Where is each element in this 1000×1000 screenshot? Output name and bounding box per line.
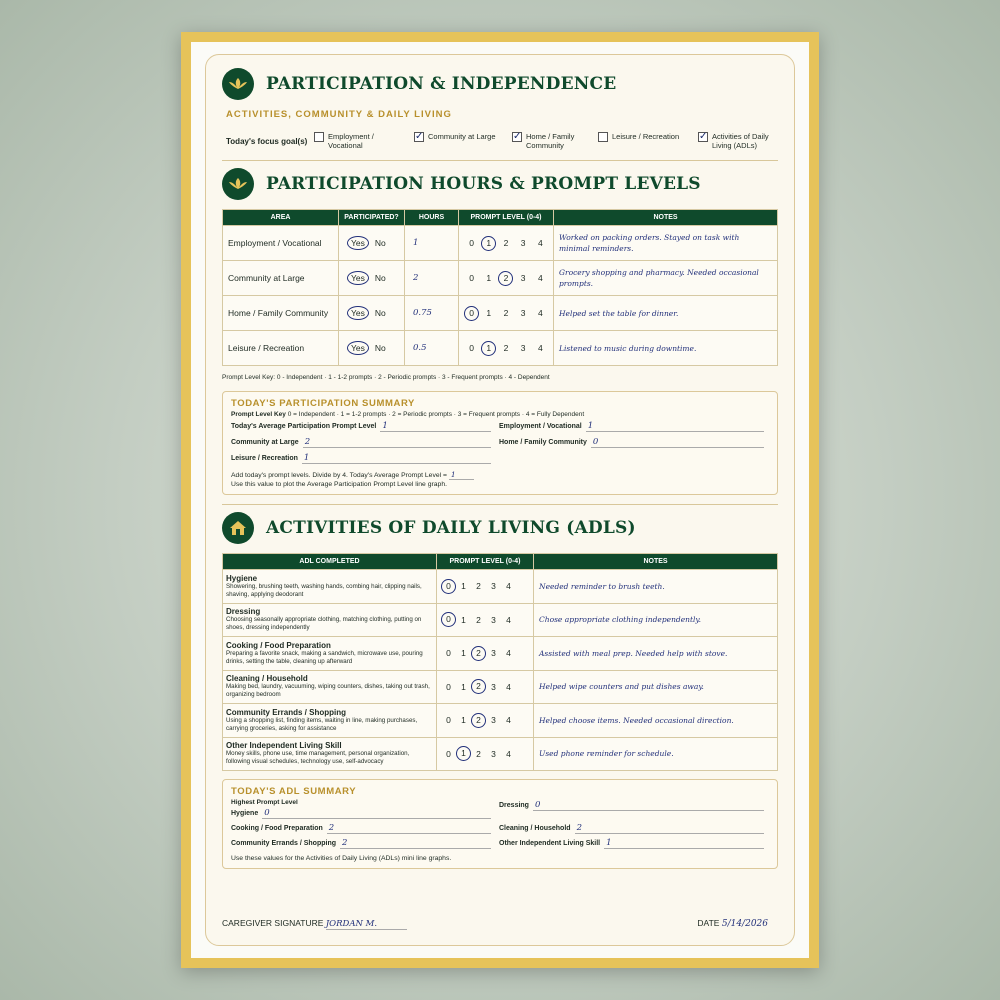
signature-row [222, 918, 768, 929]
prompt-level-selected[interactable]: 0 [441, 612, 456, 627]
date-field[interactable] [697, 918, 768, 929]
prompt-level-cell [459, 261, 554, 296]
other-skill-field[interactable] [499, 838, 764, 849]
adl-cell [223, 603, 437, 637]
date-value: 5/14/2026 [721, 919, 768, 929]
prompt-level-option[interactable]: 3 [491, 748, 496, 759]
checkmark-icon[interactable]: ✓ [513, 131, 522, 142]
checkbox-icon[interactable] [314, 132, 324, 142]
prompt-level-option[interactable]: 0 [446, 648, 451, 659]
dressing-value: 0 [533, 800, 764, 811]
cleaning-label: Cleaning / Household [499, 825, 571, 832]
prompt-level-option[interactable]: 1 [486, 308, 492, 318]
focus-goal-checkbox[interactable] [598, 132, 684, 150]
focus-goal-checkbox[interactable] [414, 132, 498, 150]
notes-cell: Chose appropriate clothing independently. [534, 603, 778, 637]
participation-summary [222, 391, 778, 495]
yes-selected[interactable]: Yes [347, 306, 369, 320]
adl-table [222, 553, 778, 771]
no-option[interactable]: No [374, 238, 386, 248]
adl-description: Money skills, phone use, time management, personal organization, following visual schedules, technology use, self-advocacy [226, 750, 410, 766]
prompt-level-cell [459, 226, 554, 261]
adl-cell [223, 570, 437, 604]
prompt-level-option[interactable]: 3 [520, 343, 526, 353]
yes-selected[interactable]: Yes [347, 341, 369, 355]
focus-goal-label: Leisure / Recreation [612, 132, 680, 141]
employment-field[interactable] [499, 421, 764, 432]
lotus-icon [222, 168, 254, 200]
adl-name: Other Independent Living Skill [226, 741, 342, 751]
adl-summary-title: TODAY'S ADL SUMMARY [231, 786, 357, 797]
prompt-level-option[interactable]: 3 [491, 648, 496, 659]
prompt-level-option[interactable]: 3 [520, 238, 526, 248]
house-icon [222, 512, 254, 544]
signature-value: JORDAN M. [326, 919, 407, 930]
prompt-level-key: Prompt Level Key: 0 - Independent · 1 - 1-2 prompts · 2 - Periodic prompts · 3 - Frequent prompts · 4 - Dependent [222, 374, 550, 381]
section-title-hours: PARTICIPATION HOURS & PROMPT LEVELS [266, 174, 701, 194]
prompt-level-option[interactable]: 3 [520, 308, 526, 318]
prompt-level-option[interactable]: 4 [506, 681, 511, 692]
prompt-level-options [459, 271, 553, 286]
prompt-level-option[interactable]: 0 [469, 273, 474, 283]
prompt-level-option[interactable]: 3 [491, 614, 496, 625]
table-row [223, 737, 778, 771]
cooking-field[interactable] [231, 823, 491, 834]
table-row [223, 261, 778, 296]
prompt-level-option[interactable]: 2 [476, 748, 481, 759]
notes-cell: Assisted with meal prep. Needed help with stove. [534, 637, 778, 671]
prompt-level-option[interactable]: 4 [537, 308, 543, 318]
notes-cell: Listened to music during downtime. [554, 331, 778, 366]
no-option[interactable]: No [374, 273, 386, 283]
adl-description: Preparing a favorite snack, making a sandwich, microwave use, pouring drinks, setting the table, cleaning up afterward [226, 649, 423, 665]
column-header: HOURS [405, 210, 459, 226]
adl-description: Making bed, laundry, vacuuming, wiping counters, dishes, taking out trash, organizing bedroom [226, 683, 430, 699]
focus-goal-checkbox[interactable] [512, 132, 584, 150]
yes-selected[interactable]: Yes [347, 271, 369, 285]
community-value: 2 [303, 437, 491, 448]
prompt-level-option[interactable]: 4 [506, 581, 511, 592]
prompt-level-options [437, 713, 533, 728]
checkmark-icon[interactable]: ✓ [699, 131, 708, 142]
prompt-level-options [437, 612, 533, 627]
prompt-level-option[interactable]: 4 [537, 273, 543, 283]
table-row [223, 637, 778, 671]
hours-cell: 0.75 [405, 296, 459, 331]
prompt-level-option[interactable]: 2 [503, 308, 509, 318]
adl-description: Using a shopping list, finding items, waiting in line, making purchases, carrying groceries, asking for assistance [226, 716, 418, 732]
focus-goals-label: Today's focus goal(s) [226, 136, 308, 146]
prompt-level-selected[interactable]: 2 [471, 679, 486, 694]
table-row [223, 670, 778, 704]
column-header: PROMPT LEVEL (0-4) [459, 210, 554, 226]
summary-key-label: Prompt Level Key [231, 411, 286, 418]
yes-selected[interactable]: Yes [347, 236, 369, 250]
adl-name: Cooking / Food Preparation [226, 640, 331, 650]
table-row [223, 296, 778, 331]
notes-cell: Used phone reminder for schedule. [534, 737, 778, 771]
divider [222, 504, 778, 505]
cooking-value: 2 [327, 823, 491, 834]
leisure-label: Leisure / Recreation [231, 455, 298, 462]
adl-name: Hygiene [226, 573, 258, 583]
adl-summary-subhead: Highest Prompt Level [231, 799, 298, 806]
avg-prompt-value: 1 [380, 421, 491, 432]
page-title: PARTICIPATION & INDEPENDENCE [266, 74, 617, 94]
cleaning-field[interactable] [499, 823, 764, 834]
gold-frame [181, 32, 819, 968]
focus-goal-label: Community at Large [428, 132, 496, 141]
hours-cell: 0.5 [405, 331, 459, 366]
dressing-label: Dressing [499, 802, 529, 809]
adl-description: Choosing seasonally appropriate clothing, matching clothing, putting on shoes, dressing independently [226, 616, 422, 632]
checkmark-icon[interactable]: ✓ [415, 131, 424, 142]
prompt-level-options [437, 679, 533, 694]
participated-cell [339, 296, 405, 331]
avg-prompt-field[interactable] [231, 421, 491, 432]
prompt-level-option[interactable]: 2 [503, 343, 509, 353]
cleaning-value: 2 [575, 823, 764, 834]
prompt-level-selected[interactable]: 0 [464, 306, 479, 321]
prompt-level-option[interactable]: 4 [506, 648, 511, 659]
lotus-icon [222, 68, 254, 100]
community-label: Community at Large [231, 439, 299, 446]
instruction-average-text: Add today's prompt levels. Divide by 4. Today's Average Prompt Level = [231, 472, 447, 479]
table-row [223, 331, 778, 366]
prompt-level-cell [437, 570, 534, 604]
home-label: Home / Family Community [499, 439, 587, 446]
hours-cell: 1 [405, 226, 459, 261]
adl-cell [223, 704, 437, 738]
table-row [223, 603, 778, 637]
participated-cell [339, 226, 405, 261]
section-title-adls: ACTIVITIES OF DAILY LIVING (ADLS) [266, 518, 636, 538]
prompt-level-option[interactable]: 0 [469, 343, 474, 353]
home-field[interactable] [499, 437, 764, 448]
hygiene-field[interactable] [231, 808, 491, 819]
community-field[interactable] [231, 437, 491, 448]
adl-name: Cleaning / Household [226, 674, 308, 684]
adl-summary [222, 779, 778, 869]
prompt-level-cell [437, 603, 534, 637]
page-subtitle: ACTIVITIES, COMMUNITY & DAILY LIVING [226, 109, 452, 120]
dressing-field[interactable] [499, 800, 764, 819]
table-row [223, 226, 778, 261]
errands-label: Community Errands / Shopping [231, 840, 337, 847]
adl-name: Dressing [226, 607, 261, 617]
focus-goal-label: Activities of Daily Living (ADLs) [712, 132, 769, 150]
focus-goal-checkbox[interactable] [698, 132, 778, 150]
adl-cell [223, 737, 437, 771]
column-header: PARTICIPATED? [339, 210, 405, 226]
prompt-level-option[interactable]: 3 [520, 273, 526, 283]
prompt-level-option[interactable]: 0 [446, 715, 451, 726]
divider [222, 160, 778, 161]
prompt-level-options [437, 646, 533, 661]
prompt-level-cell [437, 670, 534, 704]
prompt-level-option[interactable]: 1 [461, 681, 466, 692]
participated-cell [339, 261, 405, 296]
prompt-level-option[interactable]: 1 [461, 581, 466, 592]
hygiene-label: Hygiene [231, 810, 259, 817]
prompt-level-option[interactable]: 3 [491, 581, 496, 592]
signature-field[interactable] [222, 918, 407, 929]
prompt-level-selected[interactable]: 2 [498, 271, 513, 286]
notes-cell: Needed reminder to brush teeth. [534, 570, 778, 604]
participation-table [222, 209, 778, 366]
prompt-level-cell [459, 331, 554, 366]
prompt-level-option[interactable]: 4 [506, 715, 511, 726]
prompt-level-option[interactable]: 0 [446, 681, 451, 692]
prompt-level-options [459, 236, 553, 251]
instruction-average-value: 1 [449, 470, 474, 480]
prompt-level-option[interactable]: 4 [537, 343, 543, 353]
other-skill-label: Other Independent Living Skill [499, 840, 601, 847]
instruction-graph: Use this value to plot the Average Participation Prompt Level line graph. [231, 481, 447, 488]
prompt-level-selected[interactable]: 0 [441, 579, 456, 594]
column-header: NOTES [534, 554, 778, 570]
other-skill-value: 1 [604, 838, 764, 849]
form-sheet [205, 54, 795, 946]
adl-cell [223, 637, 437, 671]
focus-goals [226, 132, 778, 150]
instruction-average [231, 470, 769, 479]
focus-goal-label: Home / Family Community [526, 132, 575, 150]
leisure-field[interactable] [231, 453, 491, 464]
prompt-level-option[interactable]: 0 [446, 748, 451, 759]
area-cell: Employment / Vocational [223, 226, 339, 261]
column-header: PROMPT LEVEL (0-4) [437, 554, 534, 570]
prompt-level-options [459, 341, 553, 356]
summary-key-text: 0 = Independent · 1 = 1-2 prompts · 2 = Periodic prompts · 3 = Frequent prompts · 4 = Fully Dependent [287, 411, 585, 418]
adl-instruction: Use these values for the Activities of Daily Living (ADLs) mini line graphs. [231, 855, 452, 862]
area-cell: Home / Family Community [223, 296, 339, 331]
date-label: DATE [697, 918, 720, 928]
participated-cell [339, 331, 405, 366]
prompt-level-option[interactable]: 1 [461, 614, 466, 625]
prompt-level-option[interactable]: 2 [476, 614, 481, 625]
no-option[interactable]: No [374, 308, 386, 318]
prompt-level-option[interactable]: 4 [506, 614, 511, 625]
employment-label: Employment / Vocational [499, 423, 582, 430]
employment-value: 1 [586, 421, 764, 432]
notes-cell: Helped wipe counters and put dishes away. [534, 670, 778, 704]
prompt-level-option[interactable]: 4 [506, 748, 511, 759]
notes-cell: Helped set the table for dinner. [554, 296, 778, 331]
section-header-participation [222, 67, 778, 101]
no-option[interactable]: No [374, 343, 386, 353]
prompt-level-option[interactable]: 1 [486, 273, 492, 283]
hygiene-value: 0 [262, 808, 491, 819]
prompt-level-option[interactable]: 2 [476, 581, 481, 592]
leisure-value: 1 [302, 453, 491, 464]
avg-prompt-label: Today's Average Participation Prompt Level [231, 423, 377, 430]
area-cell: Community at Large [223, 261, 339, 296]
prompt-level-cell [437, 637, 534, 671]
summary-key [231, 411, 769, 418]
focus-goal-label: Employment / Vocational [328, 132, 374, 150]
adl-cell [223, 670, 437, 704]
prompt-level-option[interactable]: 3 [491, 681, 496, 692]
prompt-level-selected[interactable]: 2 [471, 646, 486, 661]
prompt-level-cell [437, 737, 534, 771]
table-row [223, 704, 778, 738]
prompt-level-selected[interactable]: 2 [471, 713, 486, 728]
adl-description: Showering, brushing teeth, washing hands, combing hair, clipping nails, shaving, applying deodorant [226, 582, 422, 598]
prompt-level-option[interactable]: 3 [491, 715, 496, 726]
prompt-level-cell [459, 296, 554, 331]
notes-cell: Grocery shopping and pharmacy. Needed occasional prompts. [554, 261, 778, 296]
table-row [223, 570, 778, 604]
prompt-level-option[interactable]: 0 [469, 238, 474, 248]
area-cell: Leisure / Recreation [223, 331, 339, 366]
prompt-level-options [437, 579, 533, 594]
mat [191, 42, 809, 958]
prompt-level-selected[interactable]: 1 [481, 236, 496, 251]
prompt-level-cell [437, 704, 534, 738]
errands-field[interactable] [231, 838, 491, 849]
signature-label: CAREGIVER SIGNATURE [222, 918, 324, 928]
column-header: ADL COMPLETED [223, 554, 437, 570]
prompt-level-option[interactable]: 4 [537, 238, 543, 248]
prompt-level-option[interactable]: 1 [461, 715, 466, 726]
notes-cell: Worked on packing orders. Stayed on task with minimal reminders. [554, 226, 778, 261]
focus-goal-checkbox[interactable] [314, 132, 400, 150]
prompt-level-options [459, 306, 553, 321]
errands-value: 2 [340, 838, 491, 849]
section-header-adls [222, 511, 778, 545]
notes-cell: Helped choose items. Needed occasional direction. [534, 704, 778, 738]
adl-name: Community Errands / Shopping [226, 707, 347, 717]
prompt-level-selected[interactable]: 1 [456, 746, 471, 761]
column-header: NOTES [554, 210, 778, 226]
checkbox-icon[interactable] [598, 132, 608, 142]
hours-cell: 2 [405, 261, 459, 296]
column-header: AREA [223, 210, 339, 226]
prompt-level-options [437, 746, 533, 761]
participation-summary-title: TODAY'S PARTICIPATION SUMMARY [231, 398, 415, 409]
home-value: 0 [591, 437, 764, 448]
prompt-level-selected[interactable]: 1 [481, 341, 496, 356]
section-header-hours [222, 167, 778, 201]
cooking-label: Cooking / Food Preparation [231, 825, 323, 832]
prompt-level-option[interactable]: 2 [503, 238, 509, 248]
prompt-level-option[interactable]: 1 [461, 648, 466, 659]
